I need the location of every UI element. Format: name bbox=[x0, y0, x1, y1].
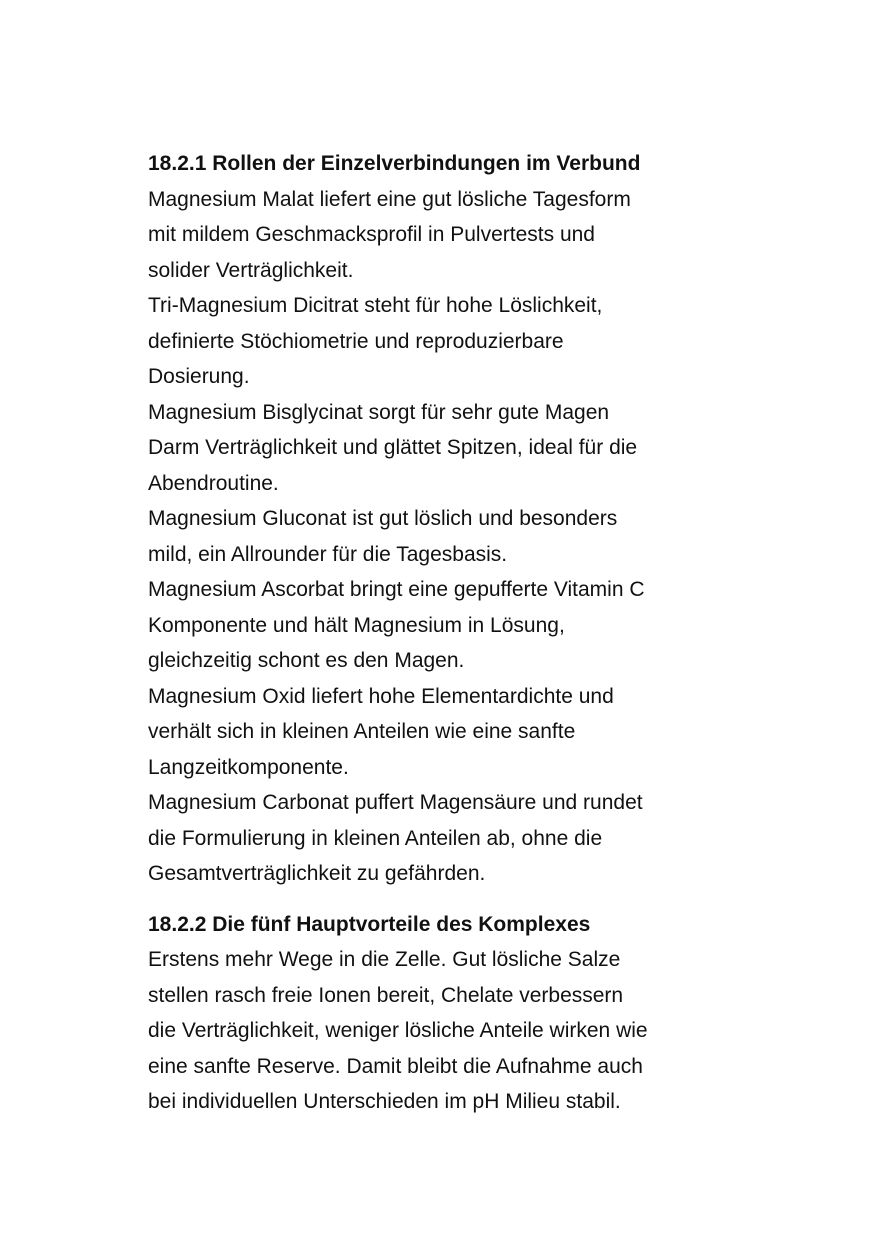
paragraph-ascorbat bbox=[148, 572, 748, 679]
text-line: Magnesium Ascorbat bringt eine gepufferte Vitamin C bbox=[148, 578, 645, 601]
paragraph-dicitrat bbox=[148, 288, 748, 395]
text-line: Erstens mehr Wege in die Zelle. Gut lösliche Salze bbox=[148, 948, 621, 971]
text-line: Abendroutine. bbox=[148, 471, 279, 495]
paragraph-malat bbox=[148, 182, 748, 289]
text-line: Magnesium Gluconat ist gut löslich und besonders bbox=[148, 507, 618, 530]
paragraph-carbonat bbox=[148, 785, 748, 892]
text-line: Tri-Magnesium Dicitrat steht für hohe Löslichkeit, bbox=[148, 294, 603, 317]
text-line: mit mildem Geschmacksprofil in Pulvertests und bbox=[148, 223, 595, 246]
text-line: Magnesium Oxid liefert hohe Elementardichte und bbox=[148, 684, 614, 708]
text-line: eine sanfte Reserve. Damit bleibt die Aufnahme auch bbox=[148, 1054, 643, 1078]
text-line: solider Verträglichkeit. bbox=[148, 258, 354, 282]
paragraph-bisglycinat bbox=[148, 395, 748, 502]
text-line: Gesamtverträglichkeit zu gefährden. bbox=[148, 862, 486, 885]
paragraph-gluconat bbox=[148, 501, 748, 572]
section-18-2-2 bbox=[148, 907, 748, 1120]
text-line: mild, ein Allrounder für die Tagesbasis. bbox=[148, 542, 508, 566]
text-line: Darm Verträglichkeit und glättet Spitzen, ideal für die bbox=[148, 436, 638, 459]
paragraph-erstens bbox=[148, 942, 748, 1120]
text-line: Dosierung. bbox=[148, 365, 250, 388]
text-line: Langzeitkomponente. bbox=[148, 755, 349, 779]
text-line: die Formulierung in kleinen Anteilen ab, ohne die bbox=[148, 826, 603, 850]
text-line: gleichzeitig schont es den Magen. bbox=[148, 649, 465, 672]
text-line: die Verträglichkeit, weniger lösliche Anteile wirken wie bbox=[148, 1019, 648, 1042]
text-line: Magnesium Malat liefert eine gut lösliche Tagesform bbox=[148, 187, 631, 211]
section-18-2-1 bbox=[148, 146, 748, 892]
text-line: Magnesium Bisglycinat sorgt für sehr gute Magen bbox=[148, 400, 610, 424]
section-heading: 18.2.1 Rollen der Einzelverbindungen im Verbund bbox=[148, 152, 641, 175]
text-line: Magnesium Carbonat puffert Magensäure und rundet bbox=[148, 791, 643, 814]
text-line: stellen rasch freie Ionen bereit, Chelate verbessern bbox=[148, 983, 624, 1007]
section-heading: 18.2.2 Die fünf Hauptvorteile des Komplexes bbox=[148, 912, 591, 936]
text-line: bei individuellen Unterschieden im pH Milieu stabil. bbox=[148, 1090, 621, 1113]
document-page bbox=[148, 146, 748, 1120]
text-line: verhält sich in kleinen Anteilen wie eine sanfte bbox=[148, 720, 576, 743]
text-line: definierte Stöchiometrie und reproduzierbare bbox=[148, 329, 564, 353]
paragraph-oxid bbox=[148, 679, 748, 786]
text-line: Komponente und hält Magnesium in Lösung, bbox=[148, 613, 565, 637]
